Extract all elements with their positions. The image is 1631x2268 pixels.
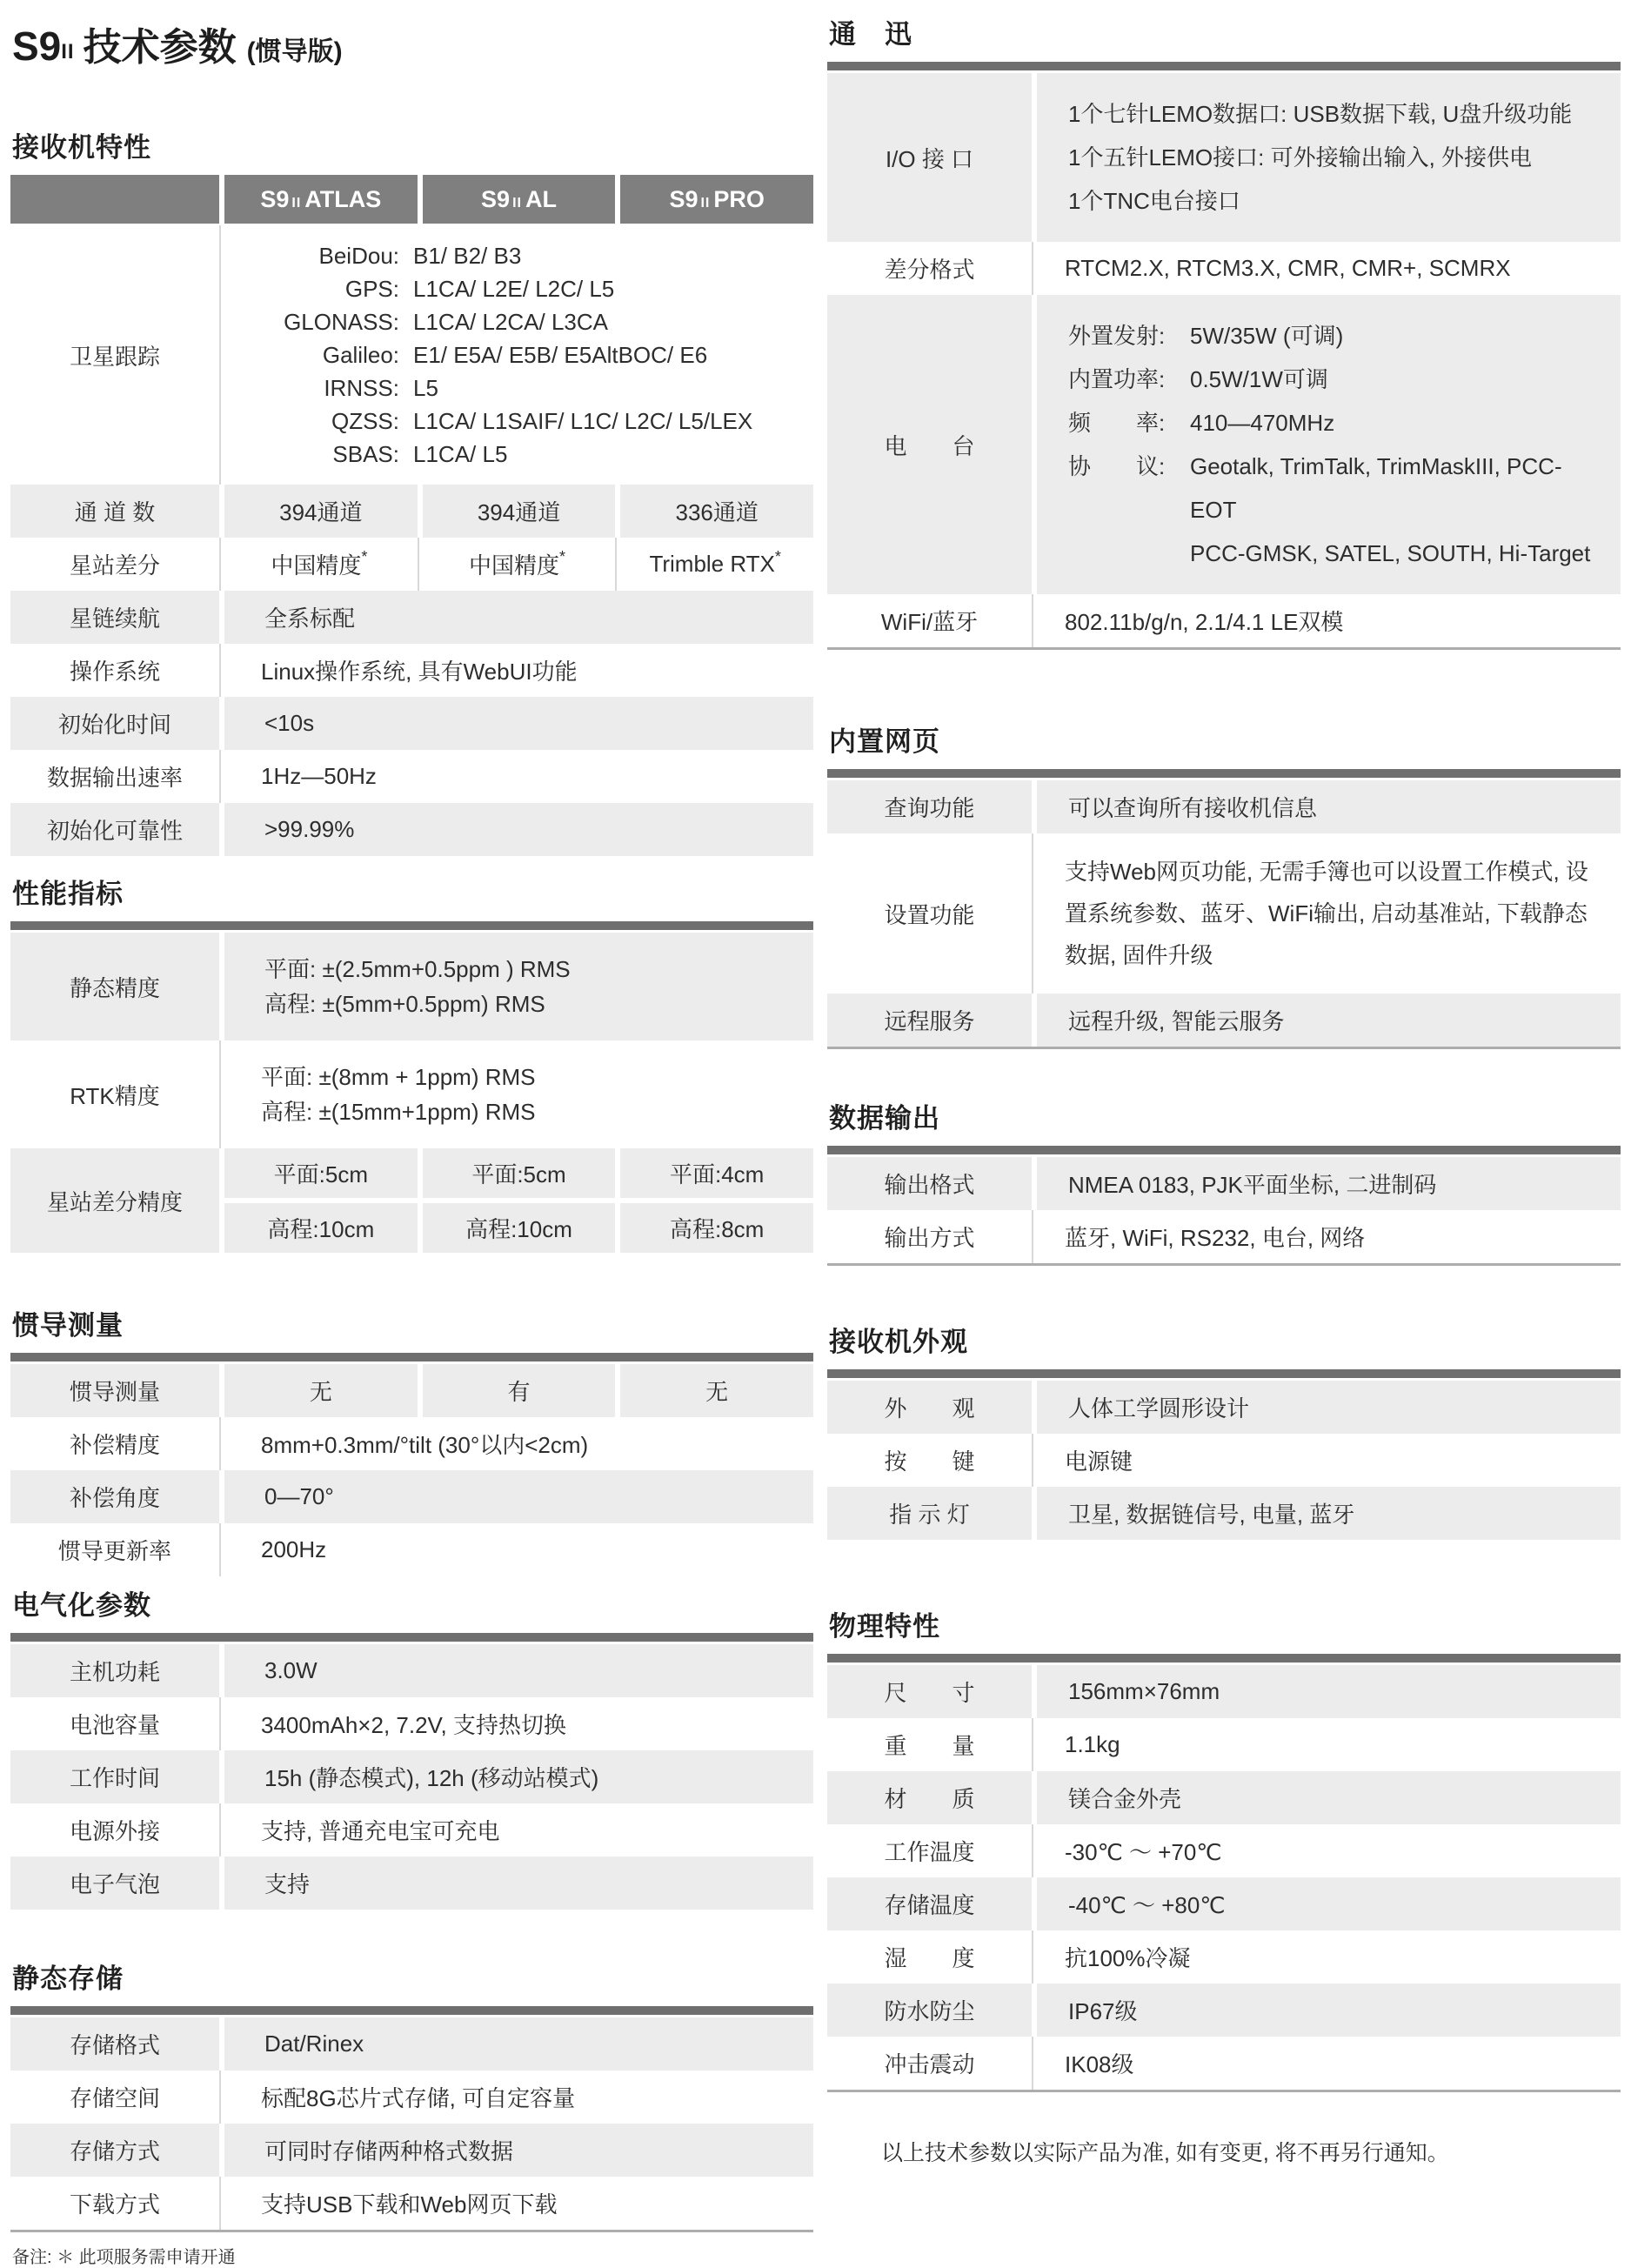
spec-value: RTCM2.X, RTCM3.X, CMR, CMR+, SCMRX xyxy=(1032,242,1621,295)
spec-label: 通 道 数 xyxy=(10,485,219,538)
table-top-bar xyxy=(827,769,1621,778)
spec-row-storage-format xyxy=(10,2017,813,2071)
spec-label: 存储格式 xyxy=(10,2017,219,2071)
spec-value: 802.11b/g/n, 2.1/4.1 LE双模 xyxy=(1032,594,1621,647)
spec-row-size xyxy=(827,1665,1621,1718)
spec-label: 工作时间 xyxy=(10,1750,219,1803)
spec-value: 电源键 xyxy=(1032,1434,1621,1487)
spec-row-weight xyxy=(827,1718,1621,1771)
spec-row-remote-service xyxy=(827,994,1621,1047)
table-top-bar xyxy=(10,1633,813,1642)
spec-row-shock-vibration xyxy=(827,2037,1621,2090)
spec-value: <10s xyxy=(224,697,813,750)
spec-row-ins-update-rate xyxy=(10,1523,813,1576)
spec-label: 补偿精度 xyxy=(69,1432,160,1458)
table-storage xyxy=(10,2006,813,2232)
page-title xyxy=(12,16,813,71)
spec-value: IP67级 xyxy=(1037,1984,1621,2037)
table-communication xyxy=(827,62,1621,650)
spec-row-button xyxy=(827,1434,1621,1487)
right-column xyxy=(827,12,1621,2268)
spec-label: 数据输出速率 xyxy=(46,765,183,791)
product-generation: II xyxy=(61,40,75,64)
spec-row-io-ports xyxy=(827,73,1621,242)
spec-row-external-power xyxy=(10,1803,813,1857)
spec-label: 差分格式 xyxy=(884,257,975,283)
satellite-systems-list: BeiDou: B1/ B2/ B3 GPS: L1CA/ L2E/ L2C/ L5 GLONASS: L1CA/ L2CA/ L3CA Galileo: E1/ E5A/ E5B/ E5AltBOC/ E6 IRNSS: L5 QZSS: L1CA/ L1SAIF/ L1C/ L2C/ L5/LEX SBAS: L1CA/ L5 xyxy=(284,243,753,467)
spec-value-pro: 无 xyxy=(620,1364,813,1417)
spec-value: Linux操作系统, 具有WebUI功能 xyxy=(219,644,813,697)
table-performance xyxy=(10,921,813,1253)
spec-value: 远程升级, 智能云服务 xyxy=(1037,994,1621,1047)
spec-row-waterproof-dustproof xyxy=(827,1984,1621,2037)
spec-row-ins-availability xyxy=(10,1364,813,1417)
spec-value-atlas: 中国精度 * xyxy=(219,538,418,591)
spec-value: 平面: ±(8mm + 1ppm) RMS 高程: ±(15mm+1ppm) RMS xyxy=(219,1040,813,1148)
disclaimer-note: 以上技术参数以实际产品为准, 如有变更, 将不再另行通知。 xyxy=(881,2141,1449,2165)
spec-row-rtk-accuracy xyxy=(10,1040,813,1148)
spec-label: WiFi/蓝牙 xyxy=(880,609,979,635)
spec-row-power-consumption xyxy=(10,1644,813,1697)
spec-value: 1Hz—50Hz xyxy=(219,750,813,803)
spec-row-battery-capacity xyxy=(10,1697,813,1750)
spec-row-indicator-lights xyxy=(827,1487,1621,1540)
section-heading-webui: 内置网页 xyxy=(829,726,940,757)
spec-label: 惯导测量 xyxy=(10,1364,219,1417)
spec-value: 200Hz xyxy=(219,1523,813,1576)
spec-value: 3400mAh×2, 7.2V, 支持热切换 xyxy=(219,1697,813,1750)
spec-value-pro: 336通道 xyxy=(620,485,813,538)
table-top-bar xyxy=(827,1654,1621,1663)
spec-label: 电池容量 xyxy=(69,1712,160,1738)
spec-label: 按 键 xyxy=(884,1448,975,1475)
spec-label: 存储温度 xyxy=(827,1877,1032,1930)
spec-value: 人体工学圆形设计 xyxy=(1037,1381,1621,1434)
table-top-bar xyxy=(10,1353,813,1361)
spec-label: 远程服务 xyxy=(827,994,1032,1047)
spec-label: 工作温度 xyxy=(884,1839,975,1865)
spec-value: Dat/Rinex xyxy=(224,2017,813,2071)
spec-label: 外 观 xyxy=(827,1381,1032,1434)
spec-row-differential-format xyxy=(827,242,1621,295)
table-exterior xyxy=(827,1369,1621,1540)
left-column xyxy=(10,12,813,2268)
column-header-s9-atlas: S9 II ATLAS xyxy=(224,175,418,224)
spec-value: 支持, 普通充电宝可充电 xyxy=(219,1803,813,1857)
spec-value: 0—70° xyxy=(224,1470,813,1523)
spec-value: NMEA 0183, PJK平面坐标, 二进制码 xyxy=(1037,1157,1621,1210)
spec-value: 抗100%冷凝 xyxy=(1032,1930,1621,1984)
section-heading-exterior: 接收机外观 xyxy=(829,1327,968,1357)
spec-value: 1个七针LEMO数据口: USB数据下载, U盘升级功能 1个五针LEMO接口: 可外接输出输入, 外接供电 1个TNC电台接口 xyxy=(1037,73,1621,242)
spec-label: 防水防尘 xyxy=(827,1984,1032,2037)
spec-row-wifi-bluetooth xyxy=(827,594,1621,647)
spec-row-init-time xyxy=(10,697,813,750)
spec-row-setting-function xyxy=(827,833,1621,994)
spec-row-static-accuracy xyxy=(10,933,813,1040)
spec-label: 输出方式 xyxy=(884,1225,975,1251)
spec-row-query-function xyxy=(827,780,1621,833)
column-header-s9-al: S9 II AL xyxy=(423,175,616,224)
spec-row-download-mode xyxy=(10,2177,813,2230)
spec-value: 外置发射: 5W/35W (可调) 内置功率: 0.5W/1W可调 频 率: 410—470MHz 协 议: Geotalk, TrimTalk, TrimMaskIII, PCC-EOT PCC-GMSK, SATEL, SOUTH, Hi-Target xyxy=(1037,295,1621,594)
spec-row-compensation-accuracy xyxy=(10,1417,813,1470)
spec-label: 操作系统 xyxy=(69,659,160,685)
spec-label: 输出格式 xyxy=(827,1157,1032,1210)
column-header-s9-pro: S9 II PRO xyxy=(620,175,813,224)
spec-value: 全系标配 xyxy=(224,591,813,644)
spec-value: 支持Web网页功能, 无需手簿也可以设置工作模式, 设置系统参数、蓝牙、WiFi输出, 启动基准站, 下载静态数据, 固件升级 xyxy=(1032,833,1621,994)
spec-value: -40℃ ～ +80℃ xyxy=(1037,1877,1621,1930)
model-header-row xyxy=(10,175,813,224)
spec-label: 尺 寸 xyxy=(827,1665,1032,1718)
spec-row-data-rate xyxy=(10,750,813,803)
spec-row-storage-temp xyxy=(827,1877,1621,1930)
table-data-output xyxy=(827,1146,1621,1266)
spec-value: 平面: ±(2.5mm+0.5ppm ) RMS 高程: ±(5mm+0.5ppm) RMS xyxy=(224,933,813,1040)
spec-label: 重 量 xyxy=(884,1733,975,1759)
section-heading-data-output: 数据输出 xyxy=(829,1103,940,1134)
model-header-spacer xyxy=(10,175,219,224)
spec-value-atlas: 无 xyxy=(224,1364,418,1417)
table-receiver-features xyxy=(10,175,813,856)
spec-label: 湿 度 xyxy=(884,1945,975,1971)
spec-label: I/O 接 口 xyxy=(827,73,1032,242)
section-heading-performance: 性能指标 xyxy=(12,879,124,909)
spec-row-os xyxy=(10,644,813,697)
spec-row-radio xyxy=(827,295,1621,594)
spec-value: 蓝牙, WiFi, RS232, 电台, 网络 xyxy=(1032,1210,1621,1263)
spec-row-init-reliability xyxy=(10,803,813,856)
spec-label: 查询功能 xyxy=(827,780,1032,833)
spec-value-al: 中国精度 * xyxy=(418,538,616,591)
spec-value: 156mm×76mm xyxy=(1037,1665,1621,1718)
sbas-accuracy-grid: 平面:5cm 平面:5cm 平面:4cm 高程:10cm 高程:10cm 高程:8cm xyxy=(224,1148,813,1253)
spec-label: 星站差分精度 xyxy=(10,1148,219,1253)
spec-row-e-bubble xyxy=(10,1857,813,1910)
spec-row-compensation-angle xyxy=(10,1470,813,1523)
spec-label: 惯导更新率 xyxy=(57,1538,171,1564)
title-text: 技术参数 xyxy=(83,26,237,69)
spec-value: 镁合金外壳 xyxy=(1037,1771,1621,1824)
spec-row-storage-mode xyxy=(10,2124,813,2177)
spec-value: >99.99% xyxy=(224,803,813,856)
spec-value-al: 394通道 xyxy=(423,485,616,538)
spec-label: 电 台 xyxy=(827,295,1032,594)
spec-value: 8mm+0.3mm/°tilt (30°以内<2cm) xyxy=(219,1417,813,1470)
section-heading-physical: 物理特性 xyxy=(829,1611,940,1642)
spec-row-output-format xyxy=(827,1157,1621,1210)
spec-label: 冲击震动 xyxy=(884,2051,975,2077)
spec-value: 可同时存储两种格式数据 xyxy=(224,2124,813,2177)
spec-label: 补偿角度 xyxy=(10,1470,219,1523)
spec-row-appearance xyxy=(827,1381,1621,1434)
spec-label: 电子气泡 xyxy=(10,1857,219,1910)
spec-value: 标配8G芯片式存储, 可自定容量 xyxy=(219,2071,813,2124)
spec-label: 设置功能 xyxy=(884,901,975,928)
spec-row-channels xyxy=(10,485,813,538)
spec-value: 可以查询所有接收机信息 xyxy=(1037,780,1621,833)
spec-row-output-method xyxy=(827,1210,1621,1263)
spec-value: 支持USB下载和Web网页下载 xyxy=(219,2177,813,2230)
spec-row-starlink xyxy=(10,591,813,644)
table-top-bar xyxy=(827,62,1621,70)
spec-value: 卫星, 数据链信号, 电量, 蓝牙 xyxy=(1037,1487,1621,1540)
table-webui xyxy=(827,769,1621,1049)
spec-row-material xyxy=(827,1771,1621,1824)
spec-value: 支持 xyxy=(224,1857,813,1910)
spec-value: -30℃ ～ +70℃ xyxy=(1032,1824,1621,1877)
table-electrical xyxy=(10,1633,813,1910)
spec-label: 星站差分 xyxy=(69,552,160,579)
spec-row-storage-space xyxy=(10,2071,813,2124)
spec-label: 初始化时间 xyxy=(10,697,219,750)
section-heading-storage: 静态存储 xyxy=(12,1964,124,1994)
spec-value: 15h (静态模式), 12h (移动站模式) xyxy=(224,1750,813,1803)
section-heading-receiver-features: 接收机特性 xyxy=(12,132,151,163)
spec-row-satellite-tracking xyxy=(10,225,813,485)
spec-label: 卫星跟踪 xyxy=(69,343,160,370)
spec-value-pro: Trimble RTX * xyxy=(615,538,813,591)
spec-label: 初始化可靠性 xyxy=(10,803,219,856)
table-top-bar xyxy=(827,1146,1621,1154)
title-variant: (惯导版) xyxy=(246,37,343,66)
spec-label: 材 质 xyxy=(827,1771,1032,1824)
section-heading-electrical: 电气化参数 xyxy=(12,1590,151,1621)
spec-value: IK08级 xyxy=(1032,2037,1621,2090)
spec-value-al: 有 xyxy=(423,1364,616,1417)
spec-label: 主机功耗 xyxy=(10,1644,219,1697)
table-physical xyxy=(827,1654,1621,2092)
asterisk-note: * xyxy=(361,548,368,565)
spec-label: 电源外接 xyxy=(69,1818,160,1844)
spec-label: 指 示 灯 xyxy=(827,1487,1032,1540)
spec-row-satellite-differential xyxy=(10,538,813,591)
remark-footnote: 备注: ＊ 此项服务需申请开通 xyxy=(12,2248,236,2267)
spec-row-humidity xyxy=(827,1930,1621,1984)
spec-label: 下载方式 xyxy=(69,2191,160,2218)
spec-value xyxy=(219,225,813,485)
spec-value-atlas: 394通道 xyxy=(224,485,418,538)
spec-row-operating-temp xyxy=(827,1824,1621,1877)
table-top-bar xyxy=(10,2006,813,2015)
section-heading-communication: 通 迅 xyxy=(829,19,912,50)
section-heading-ins: 惯导测量 xyxy=(12,1310,124,1341)
table-ins xyxy=(10,1353,813,1576)
table-top-bar xyxy=(827,1369,1621,1378)
spec-label: 存储方式 xyxy=(10,2124,219,2177)
spec-label: 存储空间 xyxy=(69,2085,160,2111)
spec-label: RTK精度 xyxy=(70,1082,160,1109)
spec-label: 星链续航 xyxy=(10,591,219,644)
asterisk-note: * xyxy=(774,548,781,565)
spec-row-sbas-accuracy xyxy=(10,1148,813,1253)
spec-label: 静态精度 xyxy=(10,933,219,1040)
table-top-bar xyxy=(10,921,813,930)
product-name: S9 xyxy=(12,23,62,69)
spec-value: 1.1kg xyxy=(1032,1718,1621,1771)
asterisk-note: * xyxy=(559,548,566,565)
spec-value: 3.0W xyxy=(224,1644,813,1697)
spec-row-working-time xyxy=(10,1750,813,1803)
